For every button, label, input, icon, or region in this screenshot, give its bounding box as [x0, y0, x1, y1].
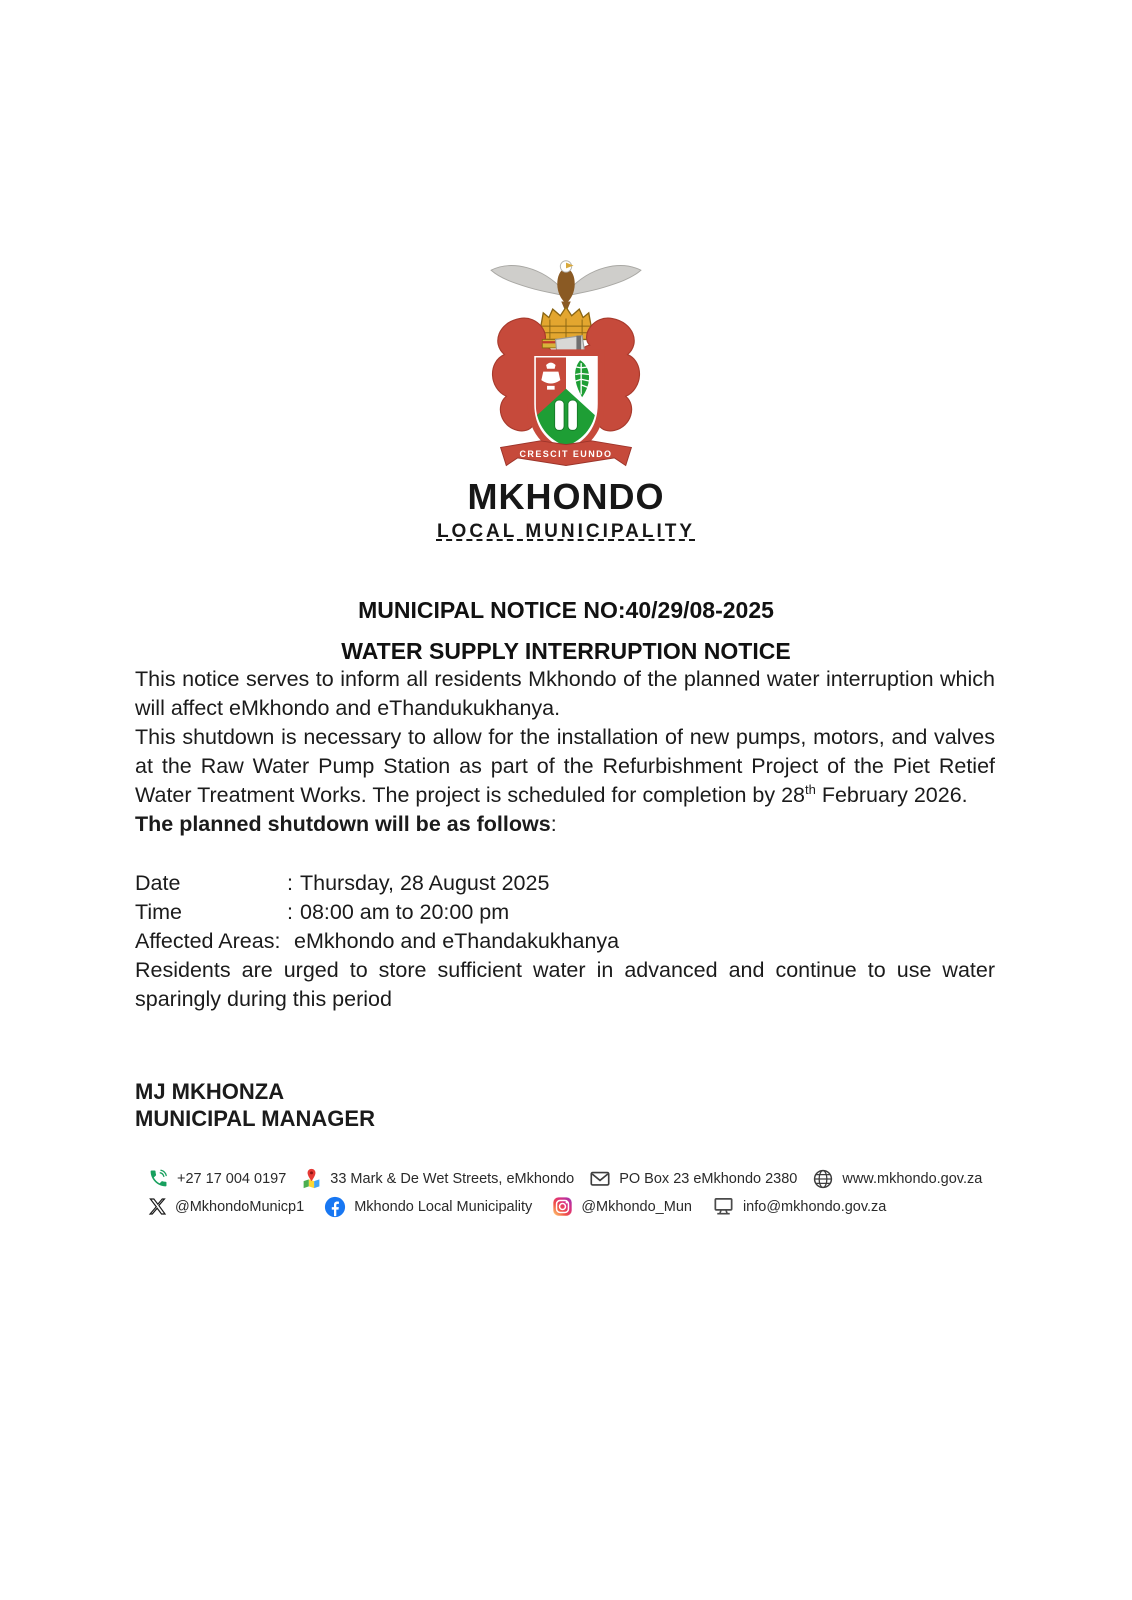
detail-value: eMkhondo and eThandakukhanya [294, 929, 620, 953]
facebook-contact [324, 1196, 532, 1218]
twitter-handle: @MkhondoMunicp1 [175, 1198, 305, 1215]
website-contact [812, 1168, 982, 1190]
envelope-icon [589, 1168, 611, 1190]
detail-separator: : [287, 871, 293, 895]
paragraph-intro: This notice serves to inform all residents Mkhondo of the planned water interruption which will affect eMkhondo and eThandukukhanya. [135, 667, 995, 720]
notice-titles [0, 597, 1132, 665]
signatory-name: MJ MKHONZA [135, 1079, 285, 1104]
street-address: 33 Mark & De Wet Streets, eMkhondo [330, 1170, 575, 1187]
detail-row-affected-areas [135, 927, 995, 956]
po-box: PO Box 23 eMkhondo 2380 [619, 1170, 798, 1187]
phone-contact [148, 1168, 286, 1189]
organization-name: MKHONDO [467, 476, 665, 517]
detail-value: 08:00 am to 20:00 pm [299, 900, 510, 924]
paragraph-shutdown-reason-tail: February 2026. [815, 783, 968, 807]
computer-icon [712, 1195, 735, 1218]
footer-row-1 [148, 1165, 1132, 1192]
x-twitter-icon [148, 1197, 167, 1216]
detail-label: Time [135, 900, 182, 924]
globe-icon [812, 1168, 834, 1190]
map-pin-icon [301, 1168, 322, 1189]
signatory-title: MUNICIPAL MANAGER [135, 1106, 375, 1131]
notice-subject-title: WATER SUPPLY INTERRUPTION NOTICE [341, 638, 791, 664]
instagram-icon [552, 1196, 573, 1217]
superscript-th: th [805, 781, 816, 797]
phone-number: +27 17 004 0197 [177, 1170, 287, 1187]
footer-row-2 [148, 1193, 1132, 1220]
detail-value: Thursday, 28 August 2025 [299, 871, 550, 895]
paragraph-shutdown-reason-text: This shutdown is necessary to allow for the installation of new pumps, motors, and valves at the Raw Water Pump Station as part of the Refurbishment Project of the Piet Retief Water Treatment Works. The project is scheduled for completion by 28 [135, 725, 995, 807]
paragraph-shutdown-reason [135, 723, 995, 810]
organization-subtitle: LOCAL MUNICIPALITY [436, 521, 696, 542]
shutdown-schedule-heading [135, 810, 995, 839]
detail-label: Affected Areas: [135, 929, 281, 953]
twitter-contact [148, 1197, 304, 1216]
shutdown-schedule-heading-colon: : [550, 812, 557, 836]
email-address: info@mkhondo.gov.za [742, 1198, 887, 1215]
notice-number-title: MUNICIPAL NOTICE NO:40/29/08-2025 [358, 597, 774, 623]
detail-separator: : [287, 900, 293, 924]
instagram-handle: @Mkhondo_Mun [581, 1198, 692, 1215]
email-contact [712, 1195, 886, 1218]
shutdown-details [135, 869, 995, 956]
detail-row-date [135, 869, 995, 898]
postal-contact [589, 1168, 797, 1190]
crown [539, 307, 594, 339]
website-url: www.mkhondo.gov.za [842, 1170, 983, 1187]
notice-body [0, 665, 1132, 1132]
contact-footer [0, 1165, 1132, 1220]
logo-block [0, 0, 1132, 543]
instagram-contact [552, 1196, 692, 1217]
mkhondo-coat-of-arms-icon [463, 256, 669, 474]
shutdown-schedule-heading-text: The planned shutdown will be as follows [135, 812, 551, 836]
phone-icon [148, 1168, 169, 1189]
crest-motto: CRESCIT EUNDO [519, 448, 613, 459]
signature-block [135, 1078, 995, 1132]
detail-row-time [135, 898, 995, 927]
detail-label: Date [135, 871, 181, 895]
facebook-icon [324, 1196, 346, 1218]
paragraph-advice: Residents are urged to store sufficient water in advanced and continue to use water sparingly during this period [135, 958, 995, 1011]
address-contact [301, 1168, 574, 1189]
facebook-name: Mkhondo Local Municipality [354, 1198, 533, 1215]
